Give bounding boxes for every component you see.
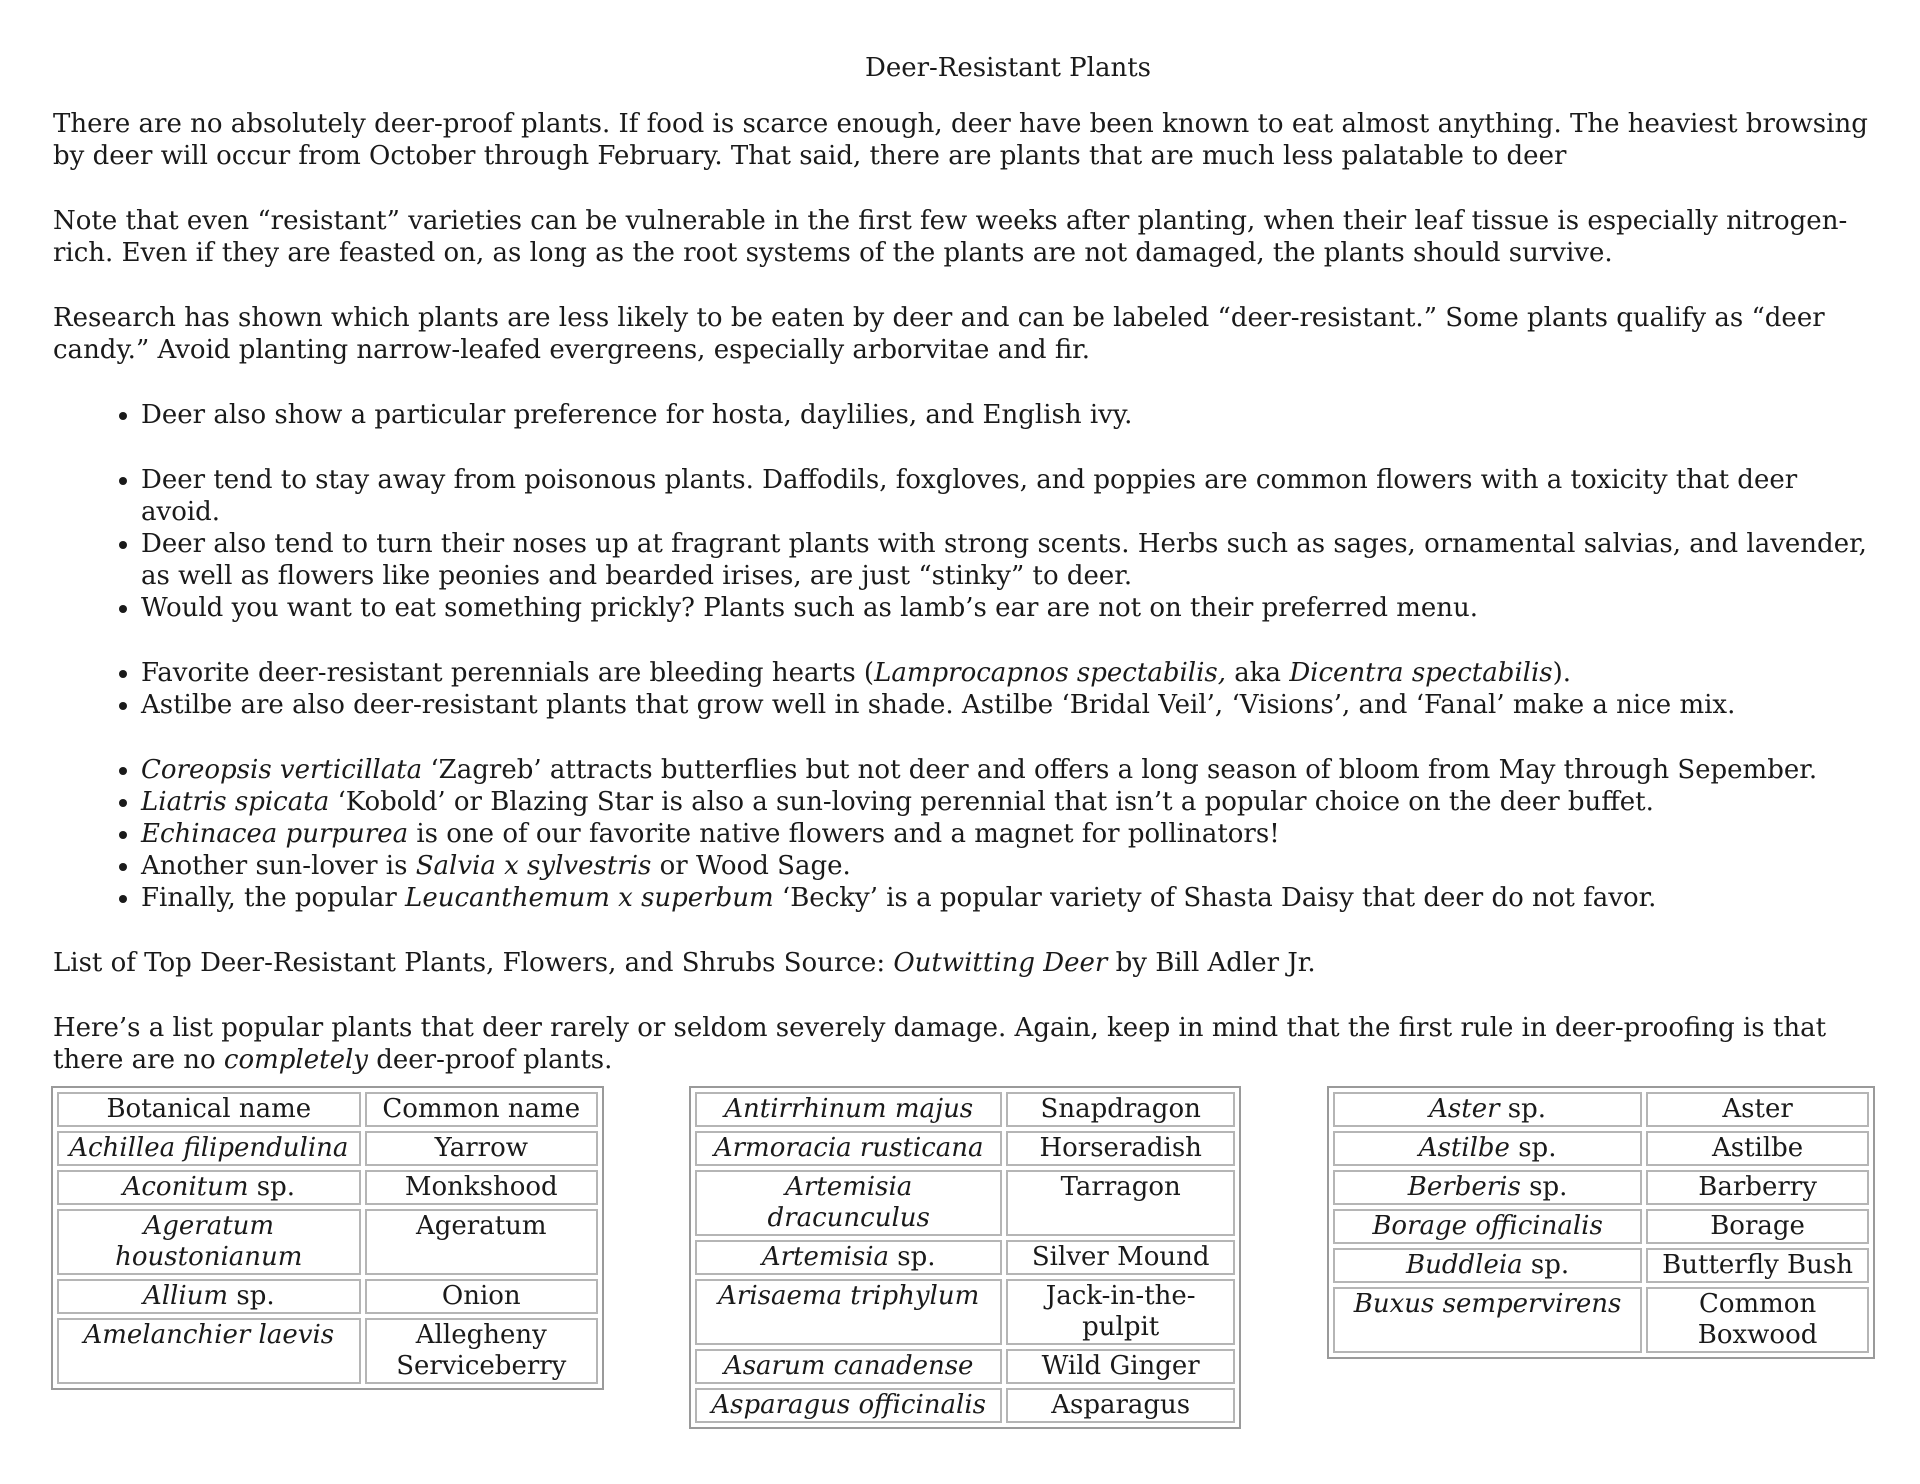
common-cell: Snapdragon bbox=[1006, 1092, 1235, 1127]
table-row bbox=[57, 1131, 598, 1166]
common-cell: Yarrow bbox=[365, 1131, 598, 1166]
table-row bbox=[695, 1279, 1235, 1345]
intro-paragraph: There are no absolutely deer-proof plants. If food is scarce enough, deer have been known to eat almost anything. The heaviest browsing by deer will occur from October through February. That said, there are plants that are much less palatable to deer bbox=[53, 109, 1868, 171]
bullet-poisonous: • Deer tend to stay away from poisonous plants. Daffodils, foxgloves, and poppies are common flowers with a toxicity that deer avoid. bbox=[141, 464, 1883, 528]
common-cell: Butterfly Bush bbox=[1646, 1248, 1869, 1283]
common-cell: Silver Mound bbox=[1006, 1240, 1235, 1275]
bullet-list-shade bbox=[53, 657, 1883, 721]
plant-table-1 bbox=[51, 1086, 604, 1390]
botanical-cell: Arisaema triphylum bbox=[695, 1279, 1002, 1345]
common-cell: Borage bbox=[1646, 1209, 1869, 1244]
botanical-cell: Antirrhinum majus bbox=[695, 1092, 1002, 1127]
common-cell: Astilbe bbox=[1646, 1131, 1869, 1166]
table-row bbox=[1333, 1092, 1869, 1127]
bullet-liatris: • Liatris spicata ‘Kobold’ or Blazing Star is also a sun-loving perennial that isn’t a popular choice on the deer buffet. bbox=[141, 786, 1883, 818]
common-cell: Ageratum bbox=[365, 1209, 598, 1275]
table-row bbox=[695, 1131, 1235, 1166]
source-line: List of Top Deer-Resistant Plants, Flowers, and Shrubs Source: Outwitting Deer by Bill Adler Jr. bbox=[53, 948, 1316, 978]
botanical-cell: Aster sp. bbox=[1333, 1092, 1642, 1127]
table-row bbox=[695, 1170, 1235, 1236]
table-row bbox=[57, 1318, 598, 1384]
page-title: Deer-Resistant Plants bbox=[864, 53, 1152, 83]
botanical-cell: Buxus sempervirens bbox=[1333, 1287, 1642, 1353]
common-cell: Onion bbox=[365, 1279, 598, 1314]
botanical-cell: Asarum canadense bbox=[695, 1349, 1002, 1384]
bullet-leucanthemum: • Finally, the popular Leucanthemum x superbum ‘Becky’ is a popular variety of Shasta Daisy that deer do not favor. bbox=[141, 882, 1883, 914]
botanical-cell: Armoracia rusticana bbox=[695, 1131, 1002, 1166]
table-row bbox=[695, 1092, 1235, 1127]
botanical-cell: Artemisia sp. bbox=[695, 1240, 1002, 1275]
header-common: Common name bbox=[365, 1092, 598, 1127]
header-botanical: Botanical name bbox=[57, 1092, 361, 1127]
botanical-cell: Amelanchier laevis bbox=[57, 1318, 361, 1384]
botanical-cell: Buddleia sp. bbox=[1333, 1248, 1642, 1283]
botanical-cell: Borage officinalis bbox=[1333, 1209, 1642, 1244]
table-row bbox=[1333, 1287, 1869, 1353]
bullet-astilbe: • Astilbe are also deer-resistant plants that grow well in shade. Astilbe ‘Bridal Veil’, ‘Visions’, and ‘Fanal’ make a nice mix. bbox=[141, 689, 1883, 721]
table-row bbox=[1333, 1209, 1869, 1244]
common-cell: Aster bbox=[1646, 1092, 1869, 1127]
table-header-row bbox=[57, 1092, 598, 1127]
botanical-cell: Aconitum sp. bbox=[57, 1170, 361, 1205]
botanical-cell: Ageratum houstonianum bbox=[57, 1209, 361, 1275]
table-row bbox=[57, 1209, 598, 1275]
table-row bbox=[57, 1170, 598, 1205]
bullet-list-preference bbox=[53, 399, 1883, 431]
table-row bbox=[695, 1349, 1235, 1384]
common-cell: Allegheny Serviceberry bbox=[365, 1318, 598, 1384]
table-row bbox=[57, 1279, 598, 1314]
bullet-list-sun bbox=[53, 754, 1883, 914]
botanical-cell: Berberis sp. bbox=[1333, 1170, 1642, 1205]
common-cell: Asparagus bbox=[1006, 1388, 1235, 1423]
botanical-cell: Achillea filipendulina bbox=[57, 1131, 361, 1166]
botanical-cell: Allium sp. bbox=[57, 1279, 361, 1314]
note-paragraph: Note that even “resistant” varieties can be vulnerable in the first few weeks after planting, when their leaf tissue is especially nitrogen-rich. Even if they are feasted on, as long as the root systems of the plants are not damaged, the plants should survive. bbox=[53, 206, 1848, 268]
botanical-cell: Astilbe sp. bbox=[1333, 1131, 1642, 1166]
research-paragraph: Research has shown which plants are less likely to be eaten by deer and can be labeled “deer-resistant.” Some plants qualify as “deer candy.” Avoid planting narrow-leafed evergreens, especially arborvitae and fir. bbox=[53, 303, 1825, 365]
common-cell: Jack-in-the-pulpit bbox=[1006, 1279, 1235, 1345]
common-cell: Monkshood bbox=[365, 1170, 598, 1205]
table-row bbox=[695, 1388, 1235, 1423]
bullet-bleeding-hearts: • Favorite deer-resistant perennials are bleeding hearts (Lamprocapnos spectabilis, aka Dicentra spectabilis). bbox=[141, 657, 1883, 689]
plant-table-3 bbox=[1327, 1086, 1875, 1359]
list-intro-paragraph: Here’s a list popular plants that deer rarely or seldom severely damage. Again, keep in mind that the first rule in deer-proofing is that there are no completely deer-proof plants. bbox=[53, 1013, 1827, 1075]
bullet-hosta: • Deer also show a particular preference for hosta, daylilies, and English ivy. bbox=[141, 399, 1883, 431]
bullet-fragrant: • Deer also tend to turn their noses up at fragrant plants with strong scents. Herbs such as sages, ornamental salvias, and lavender, as well as flowers like peonies and bearded irises, are just “stinky” to deer. bbox=[141, 528, 1883, 592]
bullet-salvia: • Another sun-lover is Salvia x sylvestris or Wood Sage. bbox=[141, 850, 1883, 882]
table-row bbox=[1333, 1131, 1869, 1166]
plant-tables bbox=[0, 1086, 1920, 1446]
bullet-prickly: • Would you want to eat something prickly? Plants such as lamb’s ear are not on their preferred menu. bbox=[141, 592, 1883, 624]
common-cell: Tarragon bbox=[1006, 1170, 1235, 1236]
table-row bbox=[695, 1240, 1235, 1275]
bullet-coreopsis: • Coreopsis verticillata ‘Zagreb’ attracts butterflies but not deer and offers a long season of bloom from May through Sepember. bbox=[141, 754, 1883, 786]
bullet-list-avoid bbox=[53, 464, 1883, 624]
common-cell: Barberry bbox=[1646, 1170, 1869, 1205]
table-row bbox=[1333, 1170, 1869, 1205]
common-cell: Wild Ginger bbox=[1006, 1349, 1235, 1384]
botanical-cell: Asparagus officinalis bbox=[695, 1388, 1002, 1423]
common-cell: Common Boxwood bbox=[1646, 1287, 1869, 1353]
plant-table-2 bbox=[689, 1086, 1241, 1429]
botanical-cell: Artemisia dracunculus bbox=[695, 1170, 1002, 1236]
table-row bbox=[1333, 1248, 1869, 1283]
document-page bbox=[53, 52, 1883, 1109]
bullet-echinacea: • Echinacea purpurea is one of our favorite native flowers and a magnet for pollinators! bbox=[141, 818, 1883, 850]
common-cell: Horseradish bbox=[1006, 1131, 1235, 1166]
